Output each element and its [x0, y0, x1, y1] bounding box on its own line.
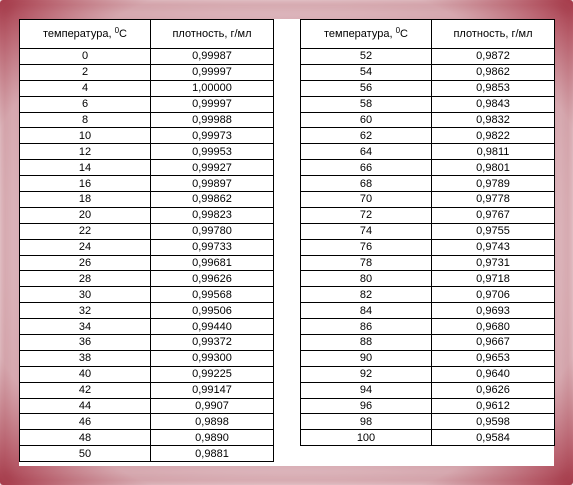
temperature-cell: 48	[20, 430, 151, 446]
density-cell: 0,99300	[151, 350, 274, 366]
density-cell: 0,9890	[151, 430, 274, 446]
density-cell: 0,9811	[432, 144, 555, 160]
table-row	[301, 271, 555, 287]
table-row	[20, 350, 274, 366]
density-cell: 0,9862	[432, 64, 555, 80]
temperature-cell: 38	[20, 350, 151, 366]
table-row	[20, 255, 274, 271]
temperature-header: температура, $^0$С	[301, 20, 432, 49]
table-row	[20, 382, 274, 398]
temperature-cell: 78	[301, 255, 432, 271]
temperature-cell: 2	[20, 64, 151, 80]
table-row	[301, 223, 555, 239]
temperature-cell: 62	[301, 128, 432, 144]
table-row	[20, 239, 274, 255]
density-cell: 0,99626	[151, 271, 274, 287]
density-cell: 0,9755	[432, 223, 555, 239]
temperature-cell: 0	[20, 49, 151, 65]
density-cell: 0,99440	[151, 319, 274, 335]
table-row	[20, 112, 274, 128]
temperature-cell: 12	[20, 144, 151, 160]
temperature-cell: 28	[20, 271, 151, 287]
temperature-cell: 20	[20, 207, 151, 223]
temperature-cell: 76	[301, 239, 432, 255]
table-row	[20, 366, 274, 382]
table-row	[20, 414, 274, 430]
density-cell: 0,9907	[151, 398, 274, 414]
density-cell: 0,9898	[151, 414, 274, 430]
temperature-cell: 24	[20, 239, 151, 255]
density-cell: 0,9843	[432, 96, 555, 112]
table-row	[20, 287, 274, 303]
temperature-cell: 96	[301, 398, 432, 414]
table-row	[20, 80, 274, 96]
temperature-cell: 26	[20, 255, 151, 271]
density-cell: 0,9667	[432, 335, 555, 351]
density-cell: 0,99733	[151, 239, 274, 255]
density-cell: 0,9801	[432, 160, 555, 176]
density-cell: 0,9743	[432, 239, 555, 255]
density-cell: 0,99927	[151, 160, 274, 176]
density-cell: 0,99147	[151, 382, 274, 398]
table-row	[20, 271, 274, 287]
table-row	[20, 160, 274, 176]
density-cell: 0,99953	[151, 144, 274, 160]
temperature-cell: 98	[301, 414, 432, 430]
density-cell: 0,9598	[432, 414, 555, 430]
density-cell: 0,9718	[432, 271, 555, 287]
table-row	[301, 49, 555, 65]
density-cell: 0,9778	[432, 192, 555, 208]
density-header: плотность, г/мл	[151, 20, 274, 49]
density-cell: 0,9626	[432, 382, 555, 398]
table-row	[20, 319, 274, 335]
table-row	[301, 144, 555, 160]
table-row	[20, 335, 274, 351]
table-row	[301, 207, 555, 223]
density-header: плотность, г/мл	[432, 20, 555, 49]
table-row	[301, 64, 555, 80]
temperature-cell: 32	[20, 303, 151, 319]
temperature-cell: 14	[20, 160, 151, 176]
density-cell: 0,9767	[432, 207, 555, 223]
table-row	[301, 255, 555, 271]
table-row	[20, 207, 274, 223]
table-row	[20, 223, 274, 239]
temperature-cell: 18	[20, 192, 151, 208]
table-row	[301, 192, 555, 208]
table-row	[20, 144, 274, 160]
density-cell: 0,99988	[151, 112, 274, 128]
table-row	[20, 446, 274, 462]
temperature-cell: 16	[20, 176, 151, 192]
temperature-cell: 72	[301, 207, 432, 223]
temperature-cell: 94	[301, 382, 432, 398]
temperature-cell: 8	[20, 112, 151, 128]
density-cell: 0,99780	[151, 223, 274, 239]
table-row	[301, 287, 555, 303]
density-cell: 0,9832	[432, 112, 555, 128]
density-cell: 0,9731	[432, 255, 555, 271]
temperature-cell: 58	[301, 96, 432, 112]
density-cell: 0,99897	[151, 176, 274, 192]
temperature-cell: 42	[20, 382, 151, 398]
density-cell: 1,00000	[151, 80, 274, 96]
density-cell: 0,99506	[151, 303, 274, 319]
density-cell: 0,9584	[432, 430, 555, 446]
table-row	[301, 398, 555, 414]
density-cell: 0,99568	[151, 287, 274, 303]
temperature-cell: 84	[301, 303, 432, 319]
density-cell: 0,9693	[432, 303, 555, 319]
temperature-header: температура, $^0$С	[20, 20, 151, 49]
table-row	[301, 382, 555, 398]
table-row	[20, 96, 274, 112]
table-row	[301, 128, 555, 144]
temperature-cell: 74	[301, 223, 432, 239]
temperature-cell: 64	[301, 144, 432, 160]
table-row	[301, 430, 555, 446]
temperature-cell: 86	[301, 319, 432, 335]
temperature-cell: 90	[301, 350, 432, 366]
density-cell: 0,9822	[432, 128, 555, 144]
density-cell: 0,99997	[151, 64, 274, 80]
table-row	[301, 112, 555, 128]
header-row	[301, 20, 555, 49]
density-cell: 0,99225	[151, 366, 274, 382]
density-table-right	[300, 19, 555, 446]
density-cell: 0,9680	[432, 319, 555, 335]
table-row	[301, 96, 555, 112]
density-cell: 0,9853	[432, 80, 555, 96]
density-table-left	[19, 19, 274, 462]
table-row	[301, 335, 555, 351]
table-row	[301, 80, 555, 96]
table-row	[20, 176, 274, 192]
temperature-cell: 68	[301, 176, 432, 192]
density-cell: 0,99973	[151, 128, 274, 144]
table-row	[20, 192, 274, 208]
density-cell: 0,99823	[151, 207, 274, 223]
temperature-cell: 54	[301, 64, 432, 80]
temperature-cell: 66	[301, 160, 432, 176]
table-row	[301, 160, 555, 176]
temperature-cell: 22	[20, 223, 151, 239]
table-row	[301, 366, 555, 382]
table-row	[20, 49, 274, 65]
table-row	[20, 303, 274, 319]
temperature-cell: 46	[20, 414, 151, 430]
density-cell: 0,9872	[432, 49, 555, 65]
temperature-cell: 36	[20, 335, 151, 351]
density-cell: 0,9653	[432, 350, 555, 366]
table-row	[301, 319, 555, 335]
density-cell: 0,99372	[151, 335, 274, 351]
temperature-cell: 44	[20, 398, 151, 414]
temperature-cell: 56	[301, 80, 432, 96]
density-cell: 0,9706	[432, 287, 555, 303]
temperature-cell: 100	[301, 430, 432, 446]
temperature-cell: 92	[301, 366, 432, 382]
temperature-cell: 10	[20, 128, 151, 144]
density-cell: 0,9640	[432, 366, 555, 382]
density-cell: 0,99862	[151, 192, 274, 208]
header-row	[20, 20, 274, 49]
temperature-cell: 34	[20, 319, 151, 335]
temperature-cell: 6	[20, 96, 151, 112]
temperature-cell: 52	[301, 49, 432, 65]
temperature-cell: 82	[301, 287, 432, 303]
density-cell: 0,99987	[151, 49, 274, 65]
temperature-cell: 40	[20, 366, 151, 382]
table-row	[301, 176, 555, 192]
table-sheet	[19, 19, 554, 466]
temperature-cell: 70	[301, 192, 432, 208]
density-cell: 0,9612	[432, 398, 555, 414]
table-row	[20, 128, 274, 144]
temperature-cell: 60	[301, 112, 432, 128]
temperature-cell: 88	[301, 335, 432, 351]
density-cell: 0,99997	[151, 96, 274, 112]
temperature-cell: 50	[20, 446, 151, 462]
table-row	[20, 398, 274, 414]
table-row	[301, 414, 555, 430]
table-row	[301, 239, 555, 255]
density-cell: 0,9789	[432, 176, 555, 192]
table-row	[301, 303, 555, 319]
table-row	[301, 350, 555, 366]
temperature-cell: 4	[20, 80, 151, 96]
temperature-cell: 80	[301, 271, 432, 287]
density-cell: 0,99681	[151, 255, 274, 271]
table-row	[20, 64, 274, 80]
density-cell: 0,9881	[151, 446, 274, 462]
temperature-cell: 30	[20, 287, 151, 303]
table-row	[20, 430, 274, 446]
